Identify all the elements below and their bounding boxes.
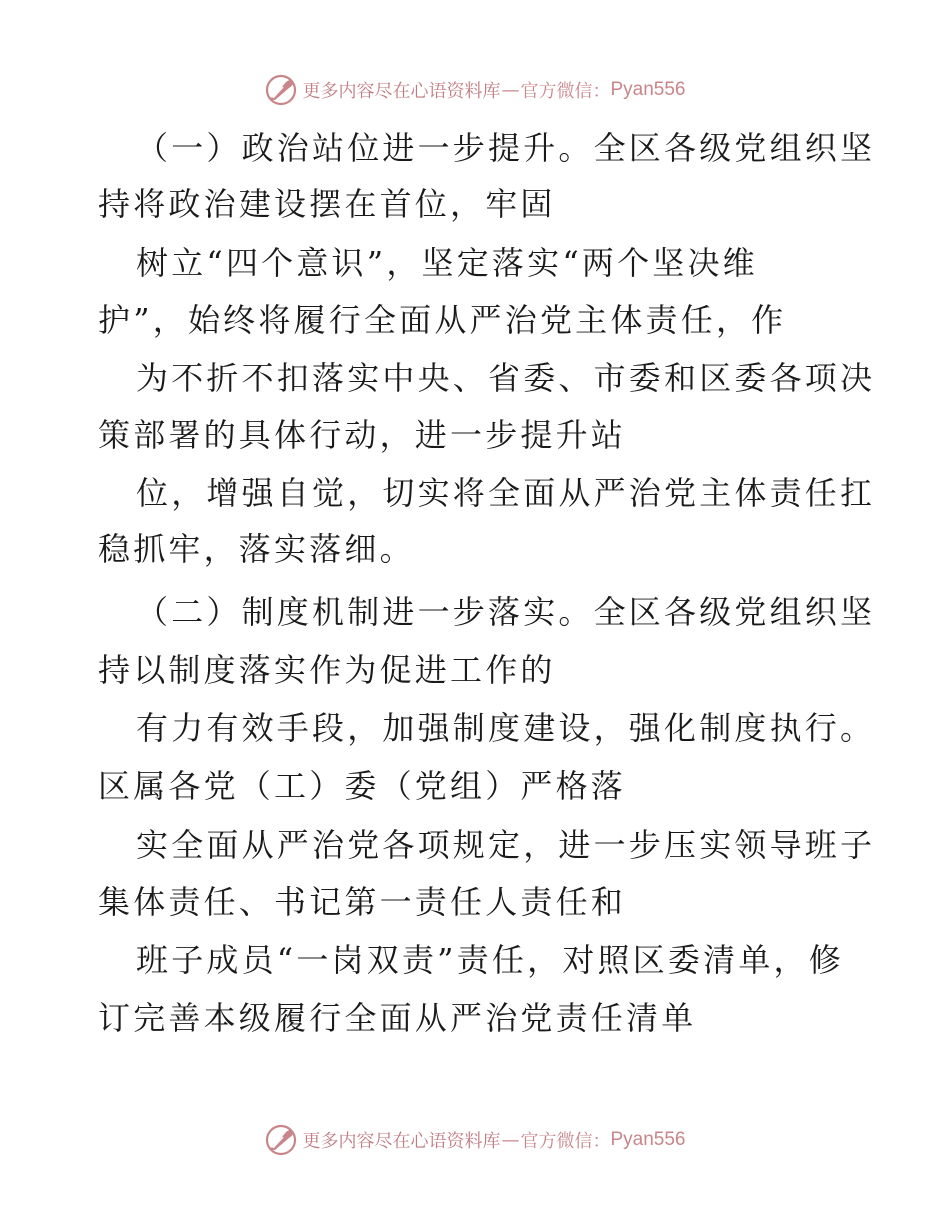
footer-watermark-banner: [0, 1120, 950, 1160]
text-line: 持以制度落实作为促进工作的: [98, 651, 556, 689]
text-line: 策部署的具体行动，进一步提升站: [98, 416, 627, 454]
wechat-label: 官方微信：: [520, 81, 611, 102]
text-line: （二）制度机制进一步落实。全区各级党组织坚: [136, 593, 876, 631]
wechat-label: 官方微信：: [520, 1131, 611, 1152]
text-line: 订完善本级履行全面从严治党责任清单: [98, 999, 697, 1037]
text-line: 稳抓牢，落实落细。: [98, 530, 415, 568]
text-line: 持将政治建设摆在首位，牢固: [98, 185, 556, 223]
text-line: 实全面从严治党各项规定，进一步压实领导班子: [136, 826, 876, 864]
text-line: 班子成员“一岗双责”责任，对照区委清单，修: [136, 941, 844, 979]
text-line: 树立“四个意识”，坚定落实“两个坚决维: [136, 244, 758, 282]
wechat-handle: Pyan556: [610, 79, 686, 100]
separator-dash: —: [501, 1129, 520, 1151]
site-name-text: 更多内容尽在心语资料库: [302, 81, 501, 102]
separator-dash: —: [501, 79, 520, 101]
text-line: 区属各党（工）委（党组）严格落: [98, 767, 627, 805]
quill-pen-logo-icon: [264, 73, 298, 107]
header-watermark-banner: [0, 70, 950, 110]
text-line: 集体责任、书记第一责任人责任和: [98, 883, 627, 921]
text-line: （一）政治站位进一步提升。全区各级党组织坚: [136, 129, 876, 167]
text-line: 有力有效手段，加强制度建设，强化制度执行。: [136, 709, 876, 747]
text-line: 护”，始终将履行全面从严治党主体责任，作: [98, 301, 787, 339]
text-line: 位，增强自觉，切实将全面从严治党主体责任扛: [136, 474, 876, 512]
text-line: 为不折不扣落实中央、省委、市委和区委各项决: [136, 359, 876, 397]
quill-pen-logo-icon: [264, 1123, 298, 1157]
wechat-handle: Pyan556: [610, 1129, 686, 1150]
site-name-text: 更多内容尽在心语资料库: [302, 1131, 501, 1152]
